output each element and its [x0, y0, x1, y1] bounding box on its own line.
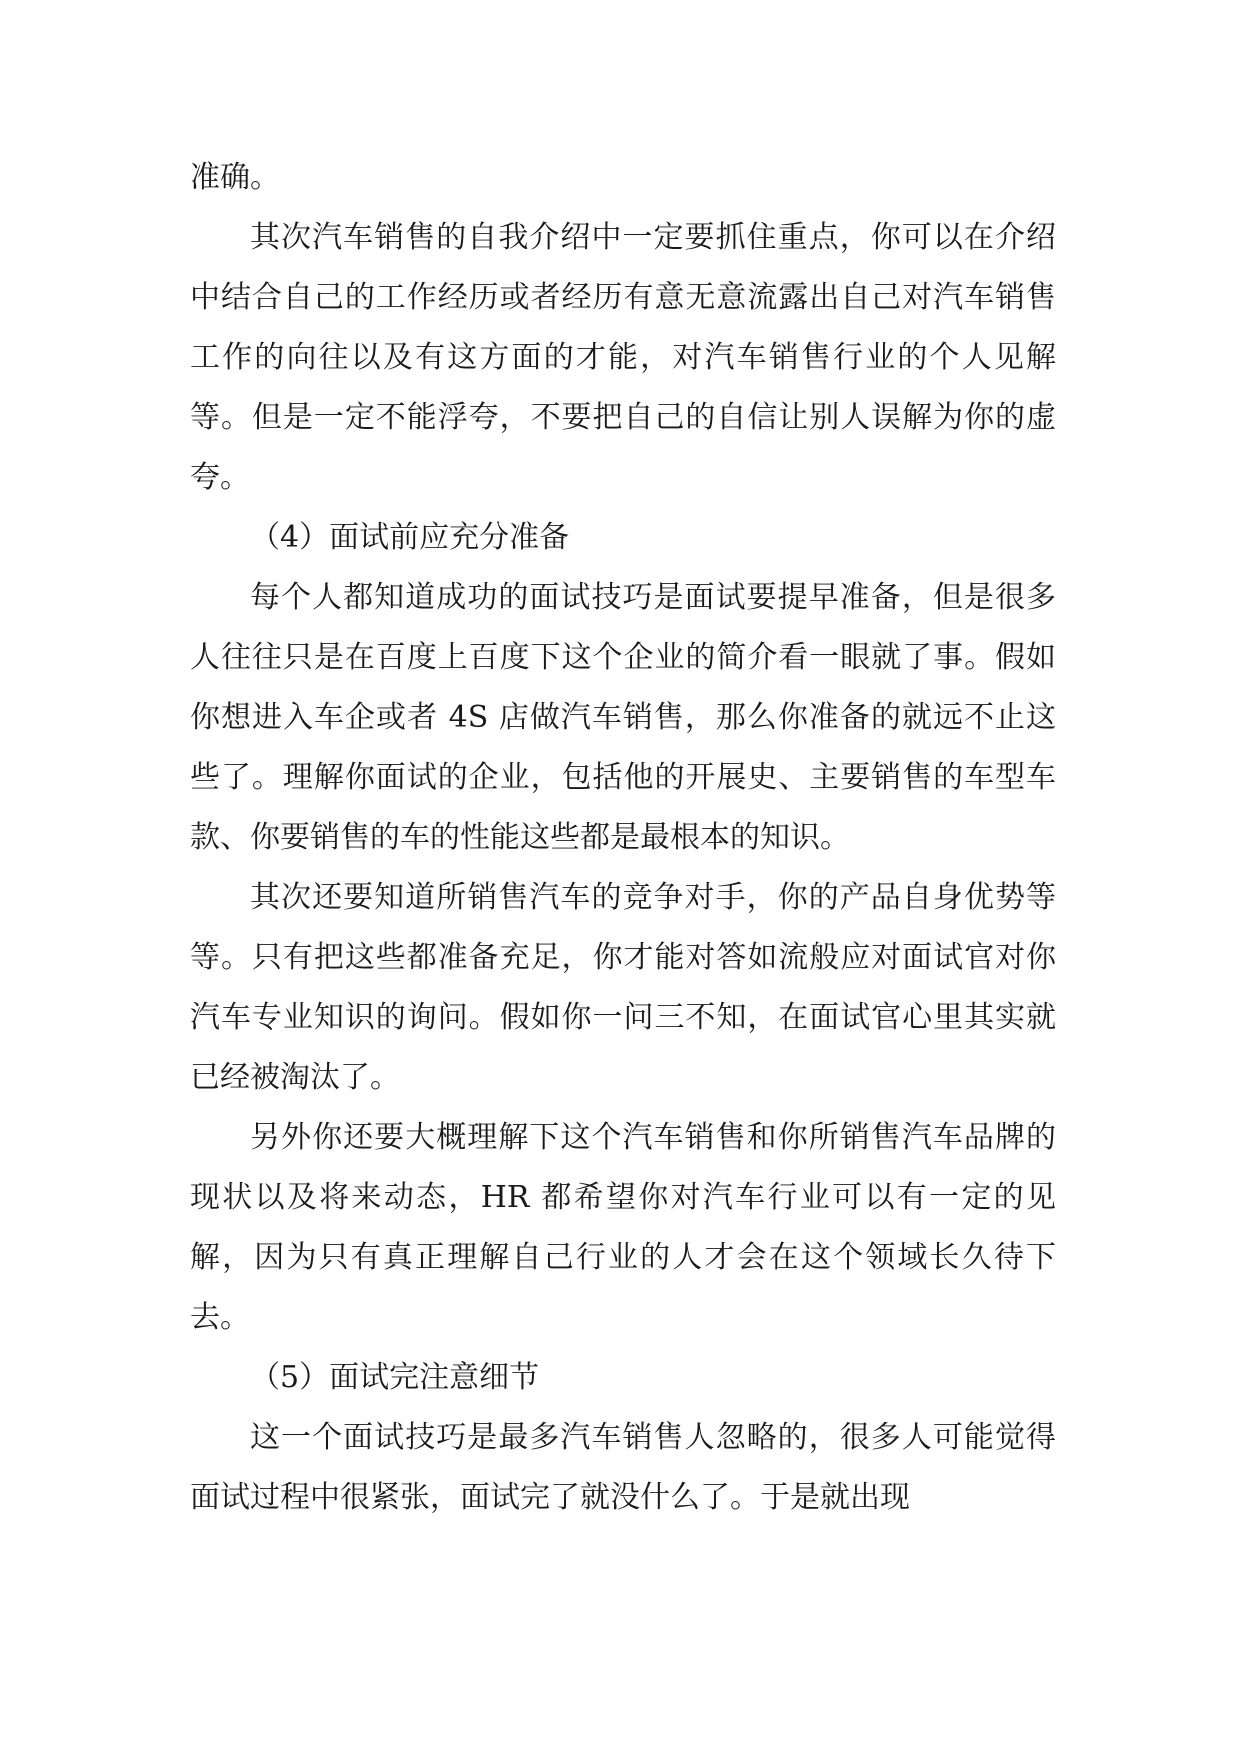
- paragraph-industry-outlook: 另外你还要大概理解下这个汽车销售和你所销售汽车品牌的现状以及将来动态，HR 都希望你对汽车行业可以有一定的见解，因为只有真正理解自己行业的人才会在这个领域长久待下去。: [190, 1120, 1056, 1335]
- section-heading-4: （4）面试前应充分准备: [250, 520, 570, 555]
- paragraph-details: 这一个面试技巧是最多汽车销售人忽略的，很多人可能觉得面试过程中很紧张，面试完了就没什么了。于是就出现: [190, 1420, 1056, 1515]
- document-body: [190, 148, 1056, 1528]
- paragraph-continuation: 准确。: [190, 160, 280, 195]
- paragraph-self-introduction: 其次汽车销售的自我介绍中一定要抓住重点，你可以在介绍中结合自己的工作经历或者经历有意无意流露出自己对汽车销售工作的向往以及有这方面的才能，对汽车销售行业的个人见解等。但是一定不能浮夸，不要把自己的自信让别人误解为你的虚夸。: [190, 220, 1056, 495]
- paragraph-competitors: 其次还要知道所销售汽车的竞争对手，你的产品自身优势等等。只有把这些都准备充足，你才能对答如流般应对面试官对你汽车专业知识的询问。假如你一问三不知，在面试官心里其实就已经被淘汰了。: [190, 880, 1056, 1095]
- paragraph-preparation: 每个人都知道成功的面试技巧是面试要提早准备，但是很多人往往只是在百度上百度下这个企业的简介看一眼就了事。假如你想进入车企或者 4S 店做汽车销售，那么你准备的就远不止这些了。理解你面试的企业，包括他的开展史、主要销售的车型车款、你要销售的车的性能这些都是最根本的知识。: [190, 580, 1056, 855]
- section-heading-5: （5）面试完注意细节: [250, 1360, 540, 1395]
